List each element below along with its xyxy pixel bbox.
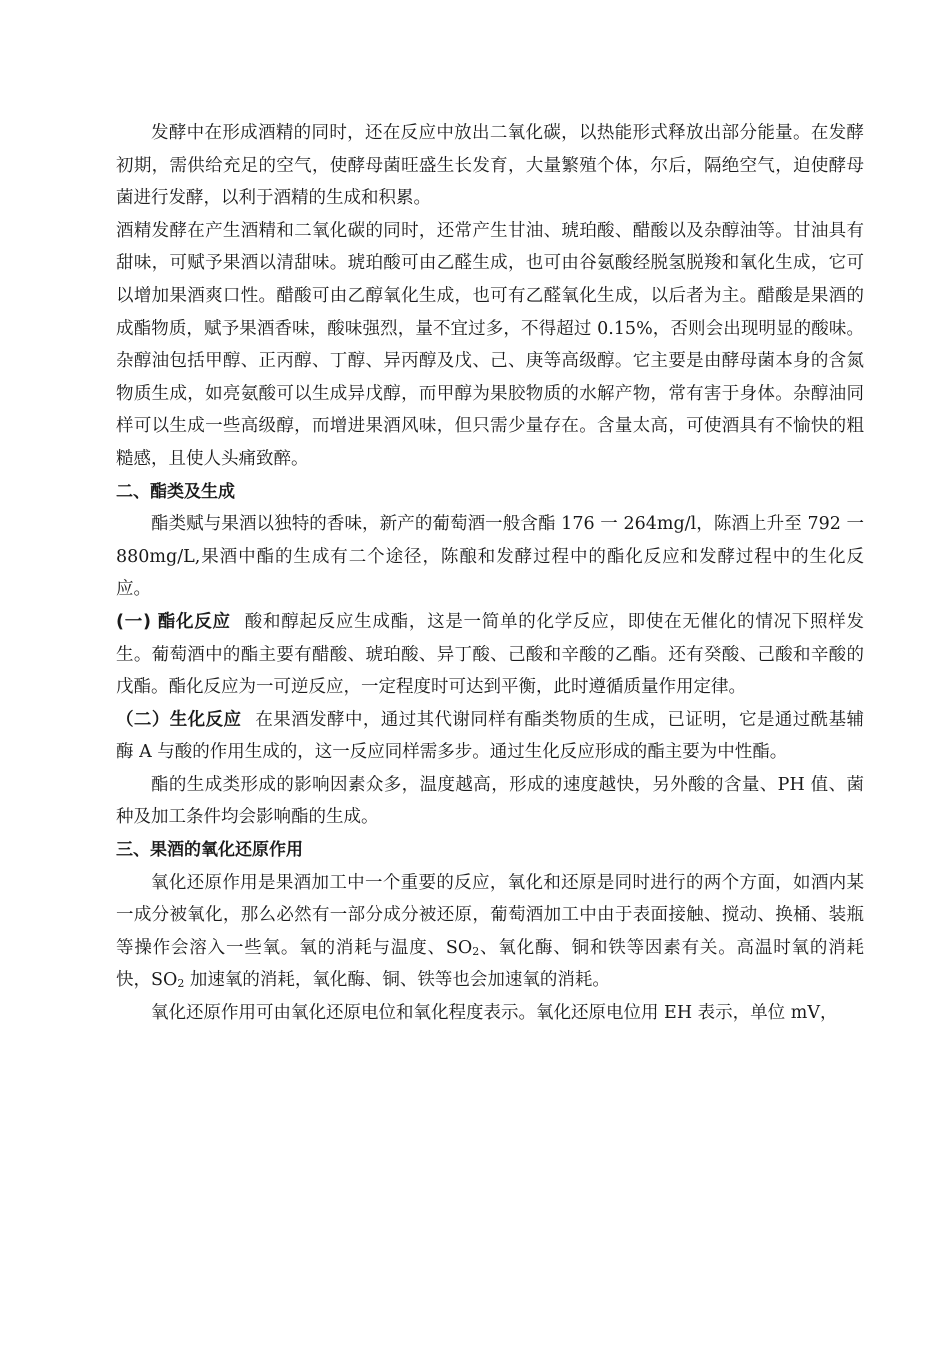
redox-text-c: 加速氧的消耗，氧化酶、铜、铁等也会加速氧的消耗。 [184, 970, 610, 991]
paragraph-esters-intro: 酯类赋与果酒以独特的香味，新产的葡萄酒一般含酯 176 一 264mg/l，陈酒上升至 792 一 880mg/L,果酒中酯的生成有二个途径，陈酿和发酵过程中的酯化反应和发酵过程中的生化反应。 [116, 514, 864, 600]
paragraph-biochemical [116, 704, 864, 769]
subscript-2: 2 [177, 977, 185, 991]
paragraph-esterification [116, 606, 864, 704]
esterification-text: 酸和醇起反应生成酯，这是一简单的化学反应，即使在无催化的情况下照样发生。葡萄酒中的酯主要有醋酸、琥珀酸、异丁酸、己酸和辛酸的乙酯。还有癸酸、己酸和辛酸的戊酯。酯化反应为一可逆反应，一定程度时可达到平衡，此时遵循质量作用定律。 [116, 611, 864, 698]
redox-text-a: 氧化还原作用是果酒加工中一个重要的反应，氧化和还原是同时进行的两个方面，如酒内某一成分被氧化，那么必然有一部分成分被还原，葡萄酒加工中由于表面接触、搅动、换桶、装瓶等操作会溶入一些氧。氧的消耗与温度、SO [116, 872, 864, 958]
subheading-biochemical: （二）生化反应 [116, 709, 242, 730]
document-page [116, 117, 864, 1030]
biochemical-text: 在果酒发酵中，通过其代谢同样有酯类物质的生成，已证明，它是通过酰基辅酶 A 与酸的作用生成的，这一反应同样需多步。通过生化反应形成的酯主要为中性酯。 [116, 709, 865, 763]
paragraph-ester-factors: 酯的生成类形成的影响因素众多，温度越高，形成的速度越快，另外酸的含量、PH 值、菌种及加工条件均会影响酯的生成。 [116, 774, 864, 828]
paragraph-redox-potential: 氧化还原作用可由氧化还原电位和氧化程度表示。氧化还原电位用 EH 表示，单位 mV， [151, 1003, 838, 1024]
redox-text-b: 、氧化酶、铜和铁等因素有关。高温时氧的消耗快，SO [116, 937, 865, 991]
section-heading-redox: 三、果酒的氧化还原作用 [116, 840, 303, 861]
subheading-esterification: (一) 酯化反应 [116, 611, 231, 632]
subscript-2: 2 [472, 944, 480, 958]
paragraph-byproducts: 酒精发酵在产生酒精和二氧化碳的同时，还常产生甘油、琥珀酸、醋酸以及杂醇油等。甘油具有甜味，可赋予果酒以清甜味。琥珀酸可由乙醛生成，也可由谷氨酸经脱氢脱羧和氧化生成，它可以增加果酒爽口性。醋酸可由乙醇氧化生成，也可有乙醛氧化生成，以后者为主。醋酸是果酒的成酯物质，赋予果酒香味，酸味强烈，量不宜过多，不得超过 0.15%，否则会出现明显的酸味。杂醇油包括甲醇、正丙醇、丁醇、异丙醇及戊、己、庚等高级醇。它主要是由酵母菌本身的含氮物质生成，如亮氨酸可以生成异戊醇，而甲醇为果胶物质的水解产物，常有害于身体。杂醇油同样可以生成一些高级醇，而增进果酒风味，但只需少量存在。含量太高，可使酒具有不愉快的粗糙感，且使人头痛致醉。 [116, 220, 864, 469]
section-heading-esters: 二、酯类及生成 [116, 481, 235, 502]
paragraph-redox [116, 867, 864, 997]
paragraph-fermentation: 发酵中在形成酒精的同时，还在反应中放出二氧化碳，以热能形式释放出部分能量。在发酵初期，需供给充足的空气，使酵母菌旺盛生长发育，大量繁殖个体，尔后，隔绝空气，迫使酵母菌进行发酵，以利于酒精的生成和积累。 [116, 123, 864, 209]
